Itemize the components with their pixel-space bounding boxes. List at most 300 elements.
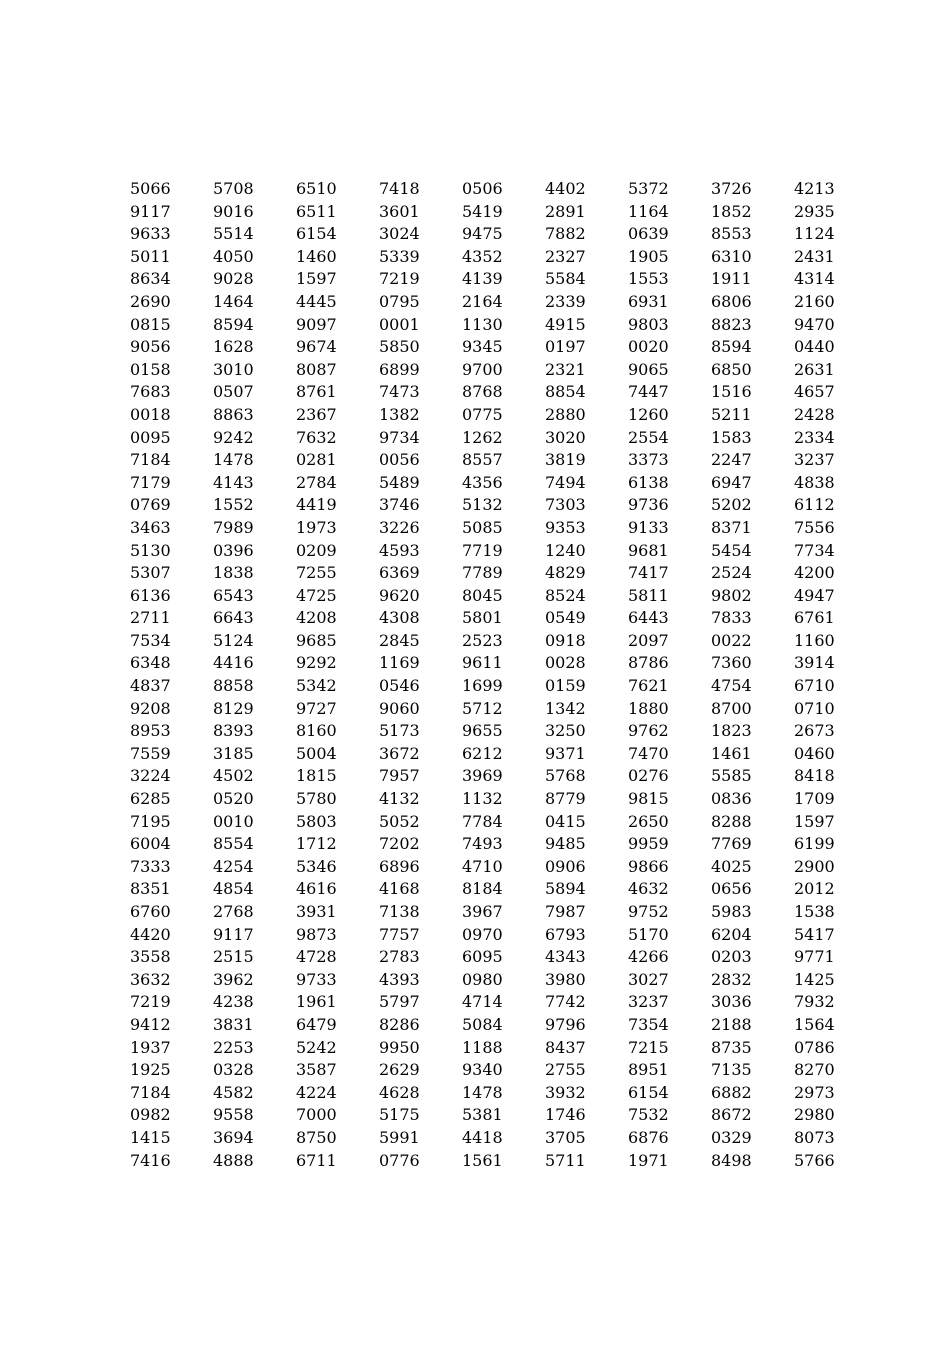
- table-cell: 7195: [130, 811, 171, 831]
- table-cell: 8553: [711, 224, 752, 244]
- table-cell: 8418: [794, 766, 835, 786]
- table-cell: 5342: [296, 676, 337, 696]
- table-cell: 2711: [130, 608, 171, 628]
- table-cell: 6793: [545, 924, 586, 944]
- table-cell: 7494: [545, 472, 586, 492]
- table-cell: 1852: [711, 201, 752, 221]
- table-cell: 0836: [711, 789, 752, 809]
- table-cell: 1699: [462, 676, 503, 696]
- table-cell: 7135: [711, 1060, 752, 1080]
- table-cell: 4352: [462, 246, 503, 266]
- table-cell: 1169: [379, 653, 420, 673]
- table-cell: 4710: [462, 856, 503, 876]
- table-cell: 5419: [462, 201, 503, 221]
- table-row: [130, 652, 835, 675]
- table-cell: 6136: [130, 585, 171, 605]
- table-row: [130, 811, 835, 834]
- table-cell: 1925: [130, 1060, 171, 1080]
- table-cell: 9950: [379, 1037, 420, 1057]
- table-cell: 6643: [213, 608, 254, 628]
- table-cell: 9412: [130, 1014, 171, 1034]
- table-cell: 8735: [711, 1037, 752, 1057]
- table-cell: 3010: [213, 359, 254, 379]
- table-row: [130, 291, 835, 314]
- table-cell: 1561: [462, 1150, 503, 1170]
- table-cell: 5004: [296, 743, 337, 763]
- table-cell: 3226: [379, 517, 420, 537]
- table-row: [130, 991, 835, 1014]
- table-cell: 6876: [628, 1127, 669, 1147]
- table-cell: 1937: [130, 1037, 171, 1057]
- table-cell: 3831: [213, 1014, 254, 1034]
- table-cell: 9736: [628, 495, 669, 515]
- table-cell: 1516: [711, 382, 752, 402]
- table-cell: 0520: [213, 789, 254, 809]
- table-cell: 5803: [296, 811, 337, 831]
- table-cell: 1262: [462, 427, 503, 447]
- table-cell: 6510: [296, 179, 337, 198]
- table-cell: 6479: [296, 1014, 337, 1034]
- number-table-body: [130, 178, 835, 1172]
- table-row: [130, 924, 835, 947]
- table-cell: 4854: [213, 879, 254, 899]
- table-cell: 8129: [213, 698, 254, 718]
- table-cell: 5585: [711, 766, 752, 786]
- table-cell: 3237: [628, 992, 669, 1012]
- table-cell: 7416: [130, 1150, 171, 1170]
- table-cell: 8779: [545, 789, 586, 809]
- table-cell: 7179: [130, 472, 171, 492]
- table-cell: 7989: [213, 517, 254, 537]
- table-cell: 0018: [130, 404, 171, 424]
- table-cell: 4754: [711, 676, 752, 696]
- table-cell: 4888: [213, 1150, 254, 1170]
- table-cell: 2650: [628, 811, 669, 831]
- table-cell: 1552: [213, 495, 254, 515]
- table-cell: 0276: [628, 766, 669, 786]
- table-row: [130, 1104, 835, 1127]
- table-cell: 1124: [794, 224, 835, 244]
- table-cell: 8371: [711, 517, 752, 537]
- table-cell: 6204: [711, 924, 752, 944]
- table-row: [130, 517, 835, 540]
- table-cell: 0197: [545, 337, 586, 357]
- table-cell: 8594: [213, 314, 254, 334]
- table-cell: 5372: [628, 179, 669, 198]
- table-cell: 9065: [628, 359, 669, 379]
- table-cell: 1597: [794, 811, 835, 831]
- table-cell: 9620: [379, 585, 420, 605]
- table-row: [130, 246, 835, 269]
- table-cell: 6761: [794, 608, 835, 628]
- table-cell: 4356: [462, 472, 503, 492]
- table-cell: 4628: [379, 1082, 420, 1102]
- table-cell: 1973: [296, 517, 337, 537]
- table-cell: 6154: [296, 224, 337, 244]
- table-cell: 9633: [130, 224, 171, 244]
- table-row: [130, 472, 835, 495]
- table-cell: 8184: [462, 879, 503, 899]
- table-cell: 2845: [379, 630, 420, 650]
- table-row: [130, 946, 835, 969]
- table-cell: 0815: [130, 314, 171, 334]
- table-cell: 5202: [711, 495, 752, 515]
- table-cell: 5983: [711, 902, 752, 921]
- table-cell: 2973: [794, 1082, 835, 1102]
- table-cell: 4502: [213, 766, 254, 786]
- table-cell: 3914: [794, 653, 835, 673]
- table-cell: 9803: [628, 314, 669, 334]
- table-cell: 4725: [296, 585, 337, 605]
- table-cell: 0329: [711, 1127, 752, 1147]
- table-cell: 1880: [628, 698, 669, 718]
- table-cell: 6947: [711, 472, 752, 492]
- table-cell: 3250: [545, 721, 586, 741]
- table-row: [130, 1037, 835, 1060]
- table-row: [130, 201, 835, 224]
- table-cell: 7333: [130, 856, 171, 876]
- table-cell: 8768: [462, 382, 503, 402]
- table-cell: 5085: [462, 517, 503, 537]
- table-cell: 0281: [296, 450, 337, 470]
- table-cell: 4132: [379, 789, 420, 809]
- table-cell: 7493: [462, 834, 503, 854]
- table-cell: 3632: [130, 969, 171, 989]
- table-cell: 3224: [130, 766, 171, 786]
- table-cell: 3036: [711, 992, 752, 1012]
- table-cell: 0158: [130, 359, 171, 379]
- table-cell: 3027: [628, 969, 669, 989]
- table-cell: 1905: [628, 246, 669, 266]
- table-cell: 2629: [379, 1060, 420, 1080]
- table-cell: 1415: [130, 1127, 171, 1147]
- table-cell: 4224: [296, 1082, 337, 1102]
- table-cell: 9016: [213, 201, 254, 221]
- table-cell: 1130: [462, 314, 503, 334]
- table-cell: 6899: [379, 359, 420, 379]
- table-cell: 8288: [711, 811, 752, 831]
- table-cell: 9866: [628, 856, 669, 876]
- table-row: [130, 359, 835, 382]
- table-cell: 5811: [628, 585, 669, 605]
- table-cell: 6212: [462, 743, 503, 763]
- table-cell: 9056: [130, 337, 171, 357]
- table-cell: 3185: [213, 743, 254, 763]
- table-cell: 1709: [794, 789, 835, 809]
- table-row: [130, 314, 835, 337]
- table-cell: 7742: [545, 992, 586, 1012]
- table-cell: 7769: [711, 834, 752, 854]
- table-row: [130, 1014, 835, 1037]
- table-cell: 8554: [213, 834, 254, 854]
- table-row: [130, 878, 835, 901]
- table-cell: 2631: [794, 359, 835, 379]
- table-cell: 8286: [379, 1014, 420, 1034]
- table-row: [130, 427, 835, 450]
- table-cell: 0396: [213, 540, 254, 560]
- number-table: [130, 178, 835, 1172]
- table-cell: 2935: [794, 201, 835, 221]
- table-cell: 7882: [545, 224, 586, 244]
- table-cell: 2253: [213, 1037, 254, 1057]
- table-cell: 4714: [462, 992, 503, 1012]
- table-cell: 3932: [545, 1082, 586, 1102]
- table-row: [130, 765, 835, 788]
- table-cell: 5708: [213, 179, 254, 198]
- table-cell: 7932: [794, 992, 835, 1012]
- table-cell: 5454: [711, 540, 752, 560]
- table-cell: 4915: [545, 314, 586, 334]
- table-cell: 8953: [130, 721, 171, 741]
- table-cell: 0918: [545, 630, 586, 650]
- table-cell: 5175: [379, 1105, 420, 1125]
- table-cell: 0203: [711, 947, 752, 967]
- table-row: [130, 268, 835, 291]
- table-cell: 6443: [628, 608, 669, 628]
- table-cell: 2327: [545, 246, 586, 266]
- table-cell: 9733: [296, 969, 337, 989]
- table-cell: 1461: [711, 743, 752, 763]
- table-cell: 2554: [628, 427, 669, 447]
- table-cell: 7719: [462, 540, 503, 560]
- table-row: [130, 607, 835, 630]
- table-cell: 4728: [296, 947, 337, 967]
- table-cell: 4593: [379, 540, 420, 560]
- table-cell: 4418: [462, 1127, 503, 1147]
- table-cell: 9685: [296, 630, 337, 650]
- table-cell: 0506: [462, 179, 503, 198]
- table-cell: 4616: [296, 879, 337, 899]
- table-cell: 0795: [379, 291, 420, 311]
- table-cell: 6095: [462, 947, 503, 967]
- table-row: [130, 494, 835, 517]
- table-cell: 0970: [462, 924, 503, 944]
- table-cell: 9208: [130, 698, 171, 718]
- table-cell: 1628: [213, 337, 254, 357]
- table-cell: 0159: [545, 676, 586, 696]
- table-cell: 4837: [130, 676, 171, 696]
- table-row: [130, 743, 835, 766]
- table-cell: 8858: [213, 676, 254, 696]
- table-cell: 4238: [213, 992, 254, 1012]
- table-cell: 5797: [379, 992, 420, 1012]
- table-cell: 1240: [545, 540, 586, 560]
- table-cell: 0028: [545, 653, 586, 673]
- table-cell: 5780: [296, 789, 337, 809]
- table-cell: 9097: [296, 314, 337, 334]
- table-cell: 6310: [711, 246, 752, 266]
- table-cell: 3705: [545, 1127, 586, 1147]
- table-cell: 2431: [794, 246, 835, 266]
- table-cell: 2164: [462, 291, 503, 311]
- table-cell: 3373: [628, 450, 669, 470]
- table-cell: 0209: [296, 540, 337, 560]
- table-cell: 4343: [545, 947, 586, 967]
- table-cell: 2367: [296, 404, 337, 424]
- table-cell: 4445: [296, 291, 337, 311]
- table-cell: 4208: [296, 608, 337, 628]
- table-row: [130, 336, 835, 359]
- table-row: [130, 720, 835, 743]
- table-cell: 9060: [379, 698, 420, 718]
- table-cell: 2334: [794, 427, 835, 447]
- table-cell: 4266: [628, 947, 669, 967]
- table-cell: 1746: [545, 1105, 586, 1125]
- table-cell: 7418: [379, 179, 420, 198]
- table-cell: 0549: [545, 608, 586, 628]
- table-cell: 7417: [628, 563, 669, 583]
- table-cell: 5801: [462, 608, 503, 628]
- table-cell: 3819: [545, 450, 586, 470]
- table-cell: 0440: [794, 337, 835, 357]
- table-cell: 9345: [462, 337, 503, 357]
- table-cell: 7219: [379, 269, 420, 289]
- table-cell: 5242: [296, 1037, 337, 1057]
- table-cell: 7987: [545, 902, 586, 921]
- table-cell: 0095: [130, 427, 171, 447]
- table-row: [130, 833, 835, 856]
- table-cell: 9873: [296, 924, 337, 944]
- table-cell: 4143: [213, 472, 254, 492]
- table-cell: 4025: [711, 856, 752, 876]
- table-cell: 0546: [379, 676, 420, 696]
- table-cell: 5711: [545, 1150, 586, 1170]
- table-row: [130, 1059, 835, 1082]
- table-cell: 0001: [379, 314, 420, 334]
- table-cell: 5584: [545, 269, 586, 289]
- table-cell: 1538: [794, 902, 835, 921]
- table-cell: 5768: [545, 766, 586, 786]
- table-cell: 2321: [545, 359, 586, 379]
- table-cell: 7784: [462, 811, 503, 831]
- table-cell: 3558: [130, 947, 171, 967]
- table-row: [130, 562, 835, 585]
- table-cell: 0656: [711, 879, 752, 899]
- table-cell: 3962: [213, 969, 254, 989]
- table-cell: 5132: [462, 495, 503, 515]
- table-cell: 4168: [379, 879, 420, 899]
- table-row: [130, 969, 835, 992]
- table-cell: 1815: [296, 766, 337, 786]
- table-cell: 5346: [296, 856, 337, 876]
- table-cell: 5894: [545, 879, 586, 899]
- table-cell: 5712: [462, 698, 503, 718]
- table-cell: 1553: [628, 269, 669, 289]
- table-cell: 4632: [628, 879, 669, 899]
- table-cell: 2783: [379, 947, 420, 967]
- table-cell: 6369: [379, 563, 420, 583]
- table-cell: 2891: [545, 201, 586, 221]
- table-cell: 6199: [794, 834, 835, 854]
- table-cell: 8951: [628, 1060, 669, 1080]
- table-cell: 3969: [462, 766, 503, 786]
- table-cell: 8700: [711, 698, 752, 718]
- table-cell: 9700: [462, 359, 503, 379]
- table-cell: 8634: [130, 269, 171, 289]
- table-cell: 6931: [628, 291, 669, 311]
- table-cell: 3746: [379, 495, 420, 515]
- table-cell: 9340: [462, 1060, 503, 1080]
- table-cell: 4393: [379, 969, 420, 989]
- table-cell: 8393: [213, 721, 254, 741]
- table-cell: 7360: [711, 653, 752, 673]
- table-cell: 7473: [379, 382, 420, 402]
- table-cell: 1838: [213, 563, 254, 583]
- table-cell: 8750: [296, 1127, 337, 1147]
- table-cell: 3694: [213, 1127, 254, 1147]
- table-cell: 1478: [213, 450, 254, 470]
- table-cell: 5130: [130, 540, 171, 560]
- table-cell: 0980: [462, 969, 503, 989]
- table-cell: 6511: [296, 201, 337, 221]
- table-cell: 3980: [545, 969, 586, 989]
- table-cell: 4200: [794, 563, 835, 583]
- table-cell: 5066: [130, 179, 171, 198]
- table-cell: 3672: [379, 743, 420, 763]
- table-cell: 4829: [545, 563, 586, 583]
- table-cell: 9762: [628, 721, 669, 741]
- table-cell: 7470: [628, 743, 669, 763]
- table-cell: 1564: [794, 1014, 835, 1034]
- table-cell: 0020: [628, 337, 669, 357]
- table-cell: 2900: [794, 856, 835, 876]
- table-cell: 4947: [794, 585, 835, 605]
- table-cell: 5011: [130, 246, 171, 266]
- table-cell: 4050: [213, 246, 254, 266]
- table-cell: 4419: [296, 495, 337, 515]
- table-cell: 9771: [794, 947, 835, 967]
- table-cell: 0906: [545, 856, 586, 876]
- table-cell: 6896: [379, 856, 420, 876]
- table-cell: 4213: [794, 179, 835, 198]
- table-cell: 8823: [711, 314, 752, 334]
- table-cell: 6850: [711, 359, 752, 379]
- table-cell: 7184: [130, 1082, 171, 1102]
- table-cell: 9475: [462, 224, 503, 244]
- table-cell: 1425: [794, 969, 835, 989]
- table-cell: 1160: [794, 630, 835, 650]
- table-cell: 3463: [130, 517, 171, 537]
- table-cell: 1971: [628, 1150, 669, 1170]
- table-cell: 4308: [379, 608, 420, 628]
- table-cell: 7757: [379, 924, 420, 944]
- table-cell: 9796: [545, 1014, 586, 1034]
- table-cell: 7621: [628, 676, 669, 696]
- table-cell: 9028: [213, 269, 254, 289]
- table-cell: 7556: [794, 517, 835, 537]
- table-cell: 5170: [628, 924, 669, 944]
- table-cell: 9802: [711, 585, 752, 605]
- table-cell: 5489: [379, 472, 420, 492]
- table-row: [130, 540, 835, 563]
- table-cell: 6138: [628, 472, 669, 492]
- table-cell: 7447: [628, 382, 669, 402]
- table-cell: 1464: [213, 291, 254, 311]
- table-cell: 9611: [462, 653, 503, 673]
- table-cell: 7202: [379, 834, 420, 854]
- table-row: [130, 381, 835, 404]
- table-cell: 4402: [545, 179, 586, 198]
- table-cell: 9117: [130, 201, 171, 221]
- table-cell: 6710: [794, 676, 835, 696]
- table-cell: 9959: [628, 834, 669, 854]
- table-cell: 8672: [711, 1105, 752, 1125]
- table-cell: 1478: [462, 1082, 503, 1102]
- table-cell: 7683: [130, 382, 171, 402]
- table-cell: 0056: [379, 450, 420, 470]
- table-row: [130, 698, 835, 721]
- table-cell: 0507: [213, 382, 254, 402]
